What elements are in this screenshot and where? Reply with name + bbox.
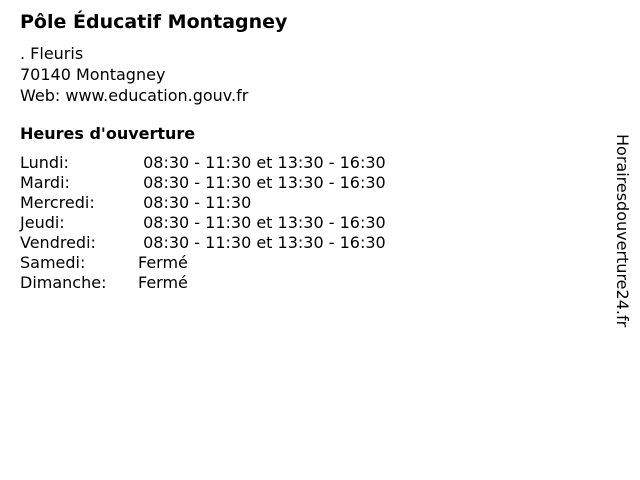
day-label: Mercredi: <box>20 193 95 212</box>
hours-value: 08:30 - 11:30 et 13:30 - 16:30 <box>138 213 386 232</box>
opening-hours-heading: Heures d'ouverture <box>20 124 196 143</box>
hours-row-friday <box>20 233 440 253</box>
day-label: Mardi: <box>20 173 70 192</box>
day-label: Lundi: <box>20 153 69 172</box>
side-brand-text: Horairesdouverture24.fr <box>613 134 632 328</box>
hours-row-tuesday <box>20 173 440 193</box>
hours-value: 08:30 - 11:30 et 13:30 - 16:30 <box>138 153 386 172</box>
hours-row-saturday <box>20 253 440 273</box>
page-title: Pôle Éducatif Montagney <box>20 11 288 33</box>
day-label: Vendredi: <box>20 233 96 252</box>
opening-hours-table <box>20 153 440 293</box>
address-city: 70140 Montagney <box>20 65 166 84</box>
hours-value: 08:30 - 11:30 <box>138 193 252 212</box>
hours-row-sunday <box>20 273 440 293</box>
hours-value: Fermé <box>138 253 188 272</box>
address-street: . Fleuris <box>20 44 84 63</box>
hours-row-wednesday <box>20 193 440 213</box>
hours-value: Fermé <box>138 273 188 292</box>
hours-row-monday <box>20 153 440 173</box>
address-block <box>20 43 248 106</box>
day-label: Samedi: <box>20 253 86 272</box>
hours-row-thursday <box>20 213 440 233</box>
day-label: Jeudi: <box>20 213 65 232</box>
hours-value: 08:30 - 11:30 et 13:30 - 16:30 <box>138 173 386 192</box>
website-line: Web: www.education.gouv.fr <box>20 86 249 105</box>
hours-value: 08:30 - 11:30 et 13:30 - 16:30 <box>138 233 386 252</box>
day-label: Dimanche: <box>20 273 107 292</box>
